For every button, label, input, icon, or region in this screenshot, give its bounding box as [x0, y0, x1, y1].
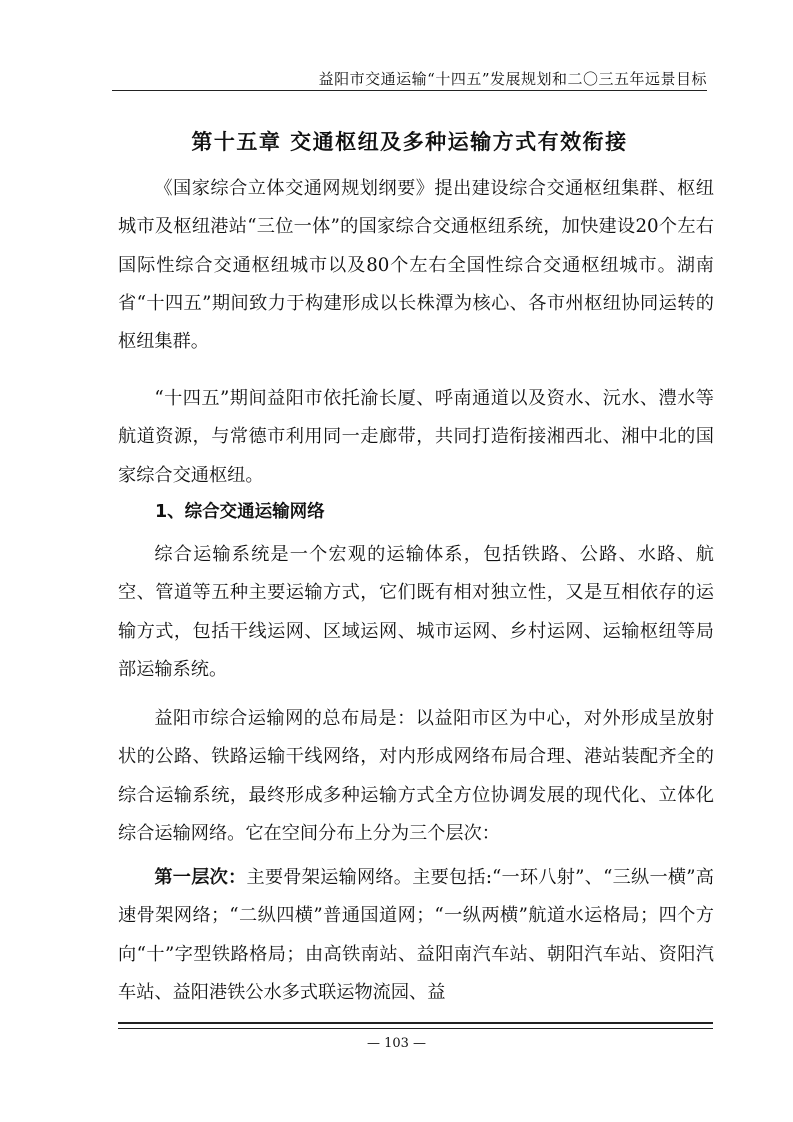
paragraph-first-level — [118, 859, 714, 1012]
paragraph-transport-system: 综合运输系统是一个宏观的运输体系，包括铁路、公路、水路、航空、管道等五种主要运输方式，它们既有相对独立性，又是互相依存的运输方式，包括干线运网、区域运网、城市运网、乡村运网、运输枢纽等局部运输系统。 — [118, 544, 714, 680]
paragraph-network-layout: 益阳市综合运输网的总布局是：以益阳市区为中心，对外形成呈放射状的公路、铁路运输干线网络，对内形成网络布局合理、港站装配齐全的综合运输系统，最终形成多种运输方式全方位协调发展的现代化、立体化综合运输网络。它在空间分布上分为三个层次： — [118, 708, 714, 844]
footer-divider-thick — [118, 1022, 713, 1024]
header-divider — [112, 90, 707, 91]
footer-divider-thin — [118, 1028, 713, 1029]
chapter-title: 第十五章 交通枢纽及多种运输方式有效衔接 — [191, 130, 628, 154]
first-level-label: 第一层次： — [154, 867, 247, 888]
page-number: — 103 — — [366, 1036, 427, 1051]
first-level-text: 主要骨架运输网络。主要包括:“一环八射”、“三纵一横”高速骨架网络；“二纵四横”普通国道网；“一纵两横”航道水运格局；四个方向“十”字型铁路格局；由高铁南站、益阳南汽车站、朝阳汽车站、资阳汽车站、益阳港铁公水多式联运物流园、益 — [118, 867, 714, 1003]
paragraph-yiyang-hub: “十四五”期间益阳市依托渝长厦、呼南通道以及资水、沅水、澧水等航道资源，与常德市利用同一走廊带，共同打造衔接湘西北、湘中北的国家综合交通枢纽。 — [118, 388, 714, 486]
paragraph-national-hub-plan: 《国家综合立体交通网规划纲要》提出建设综合交通枢纽集群、枢纽城市及枢纽港站“三位一体”的国家综合交通枢纽系统，加快建设20个左右国际性综合交通枢纽城市以及80个左右全国性综合交通枢纽城市。湖南省“十四五”期间致力于构建形成以长株潭为核心、各市州枢纽协同运转的枢纽集群。 — [118, 178, 714, 353]
section-heading: 1、综合交通运输网络 — [155, 502, 325, 522]
running-header-title: 益阳市交通运输“十四五”发展规划和二〇三五年远景目标 — [318, 70, 707, 88]
